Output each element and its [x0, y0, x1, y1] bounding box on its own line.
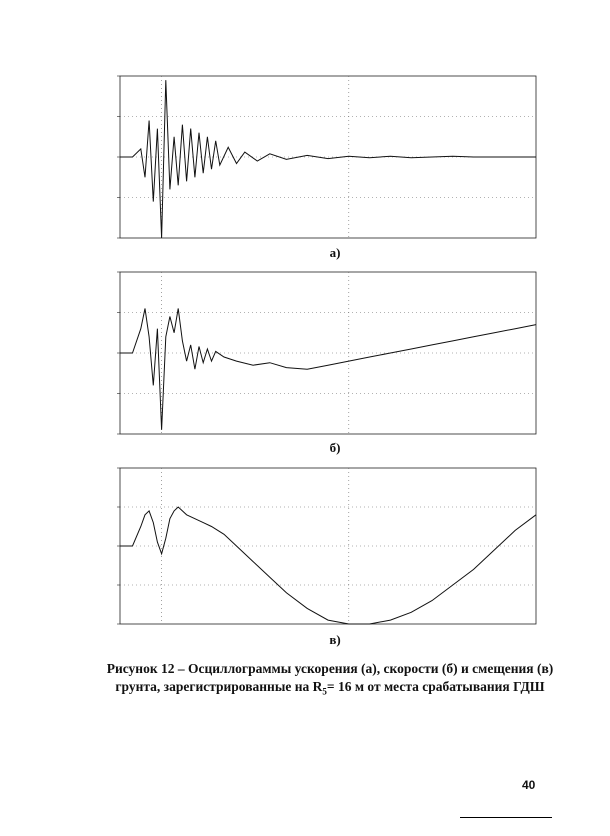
caption-line-2-prefix: грунта, зарегистрированные на R	[115, 679, 323, 694]
footer-rule	[460, 817, 552, 818]
panel-label-c: в)	[329, 632, 341, 647]
oscillogram-velocity	[94, 262, 544, 440]
panel-label-b: б)	[329, 440, 341, 455]
panel-label-a: а)	[329, 245, 341, 260]
signal-trace	[120, 309, 536, 430]
caption-line-1: Рисунок 12 – Осциллограммы ускорения (а), скорости (б) и смещения (в)	[106, 661, 554, 676]
oscillogram-acceleration	[94, 66, 544, 244]
figure-caption	[95, 660, 565, 701]
oscillogram-displacement	[94, 458, 544, 630]
page-number: 40	[522, 778, 536, 792]
caption-subscript: 5	[322, 686, 327, 697]
signal-trace	[120, 80, 536, 238]
signal-trace	[120, 507, 536, 624]
caption-line-2-suffix: = 16 м от места срабатывания ГДШ	[326, 679, 545, 694]
